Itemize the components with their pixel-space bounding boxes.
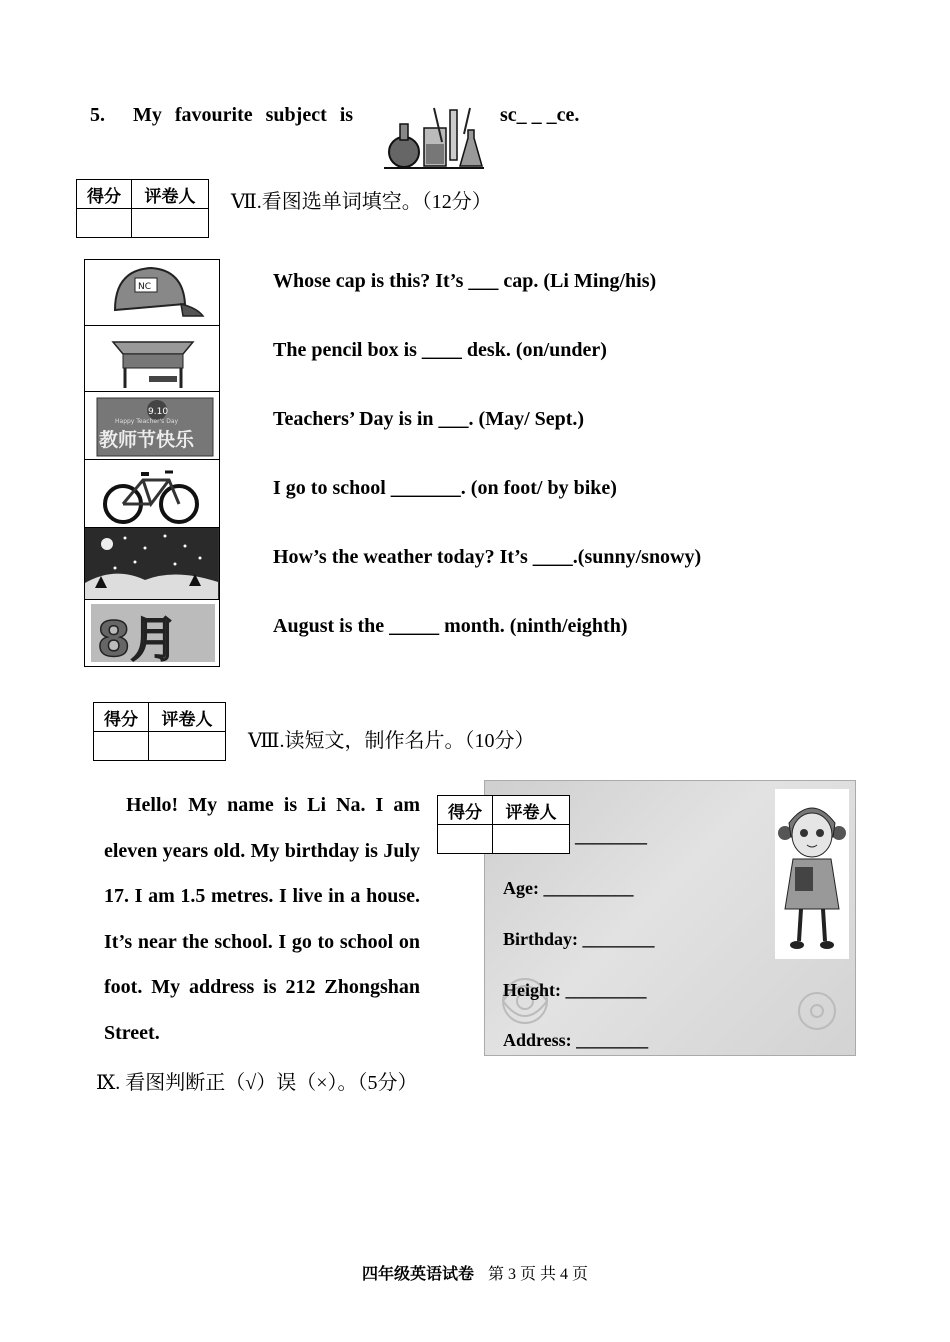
desk-icon — [84, 325, 220, 393]
august-label: 8月 — [97, 612, 179, 665]
august-calendar-icon — [84, 599, 220, 667]
girl-portrait-icon — [775, 789, 849, 959]
fill-sentence: How’s the weather today? It’s ____.(sunny/snowy) — [273, 546, 702, 568]
score-label: 得分 — [77, 180, 132, 209]
grader-cell[interactable] — [132, 209, 209, 238]
card-field-address: Address: ________ — [503, 1030, 649, 1050]
question-number: 5. — [90, 104, 105, 126]
fill-sentence: Whose cap is this? It’s ___ cap. (Li Ming/his) — [273, 270, 657, 292]
section-title: Ⅶ.看图选单词填空。（12分） — [231, 191, 492, 213]
score-label: 得分 — [438, 796, 493, 825]
grader-cell[interactable] — [149, 732, 226, 761]
page-footer — [0, 1261, 950, 1284]
svg-text:NC: NC — [138, 282, 152, 292]
score-cell[interactable] — [438, 825, 493, 854]
grader-label: 评卷人 — [132, 180, 209, 209]
fill-sentence: The pencil box is ____ desk. (on/under) — [273, 339, 607, 361]
bicycle-icon — [84, 459, 220, 529]
card-caption: Happy Teacher's Day — [115, 418, 179, 425]
footer-title: 四年级英语试卷 — [361, 1266, 474, 1283]
reading-passage — [104, 783, 420, 1056]
score-label: 得分 — [94, 703, 149, 732]
grader-label: 评卷人 — [149, 703, 226, 732]
score-box — [93, 702, 226, 761]
passage-text: Hello! My name is Li Na. I am eleven years old. My birthday is July 17. I am 1.5 metres. I live in a house. It’s near the school. I go to school on foot. My address is 212 Zhongshan Street. — [104, 794, 420, 1044]
grader-cell[interactable] — [493, 825, 570, 854]
section-title: Ⅷ.读短文，制作名片。（10分） — [248, 730, 535, 752]
card-field-birthday: Birthday: ________ — [503, 929, 655, 949]
teachers-day-card-icon — [84, 391, 220, 461]
score-box — [76, 179, 209, 238]
grader-label: 评卷人 — [493, 796, 570, 825]
name-blank: ________ — [575, 826, 647, 846]
lab-glassware-icon — [384, 104, 484, 170]
card-field-height: Height: _________ — [503, 980, 647, 1000]
section-title: Ⅸ. 看图判断正（√）误（×）。（5分） — [96, 1072, 418, 1094]
score-cell[interactable] — [77, 209, 132, 238]
score-cell[interactable] — [94, 732, 149, 761]
cap-icon — [84, 259, 220, 327]
score-box — [437, 795, 570, 854]
fill-sentence: August is the _____ month. (ninth/eighth) — [273, 615, 628, 637]
flower-decoration-icon — [775, 971, 855, 1055]
answer-blank: sc_ _ _ce. — [500, 104, 580, 126]
question-text: My favourite subject is — [133, 104, 354, 126]
card-date: 9.10 — [148, 407, 169, 417]
fill-sentence: Teachers’ Day is in ___. (May/ Sept.) — [273, 408, 585, 430]
fill-sentence: I go to school _______. (on foot/ by bike) — [273, 477, 617, 499]
footer-page-number: 第 3 页 共 4 页 — [488, 1266, 589, 1283]
card-field-age: Age: __________ — [503, 878, 634, 898]
snowy-night-icon — [84, 527, 220, 601]
card-greeting: 教师节快乐 — [99, 429, 195, 451]
